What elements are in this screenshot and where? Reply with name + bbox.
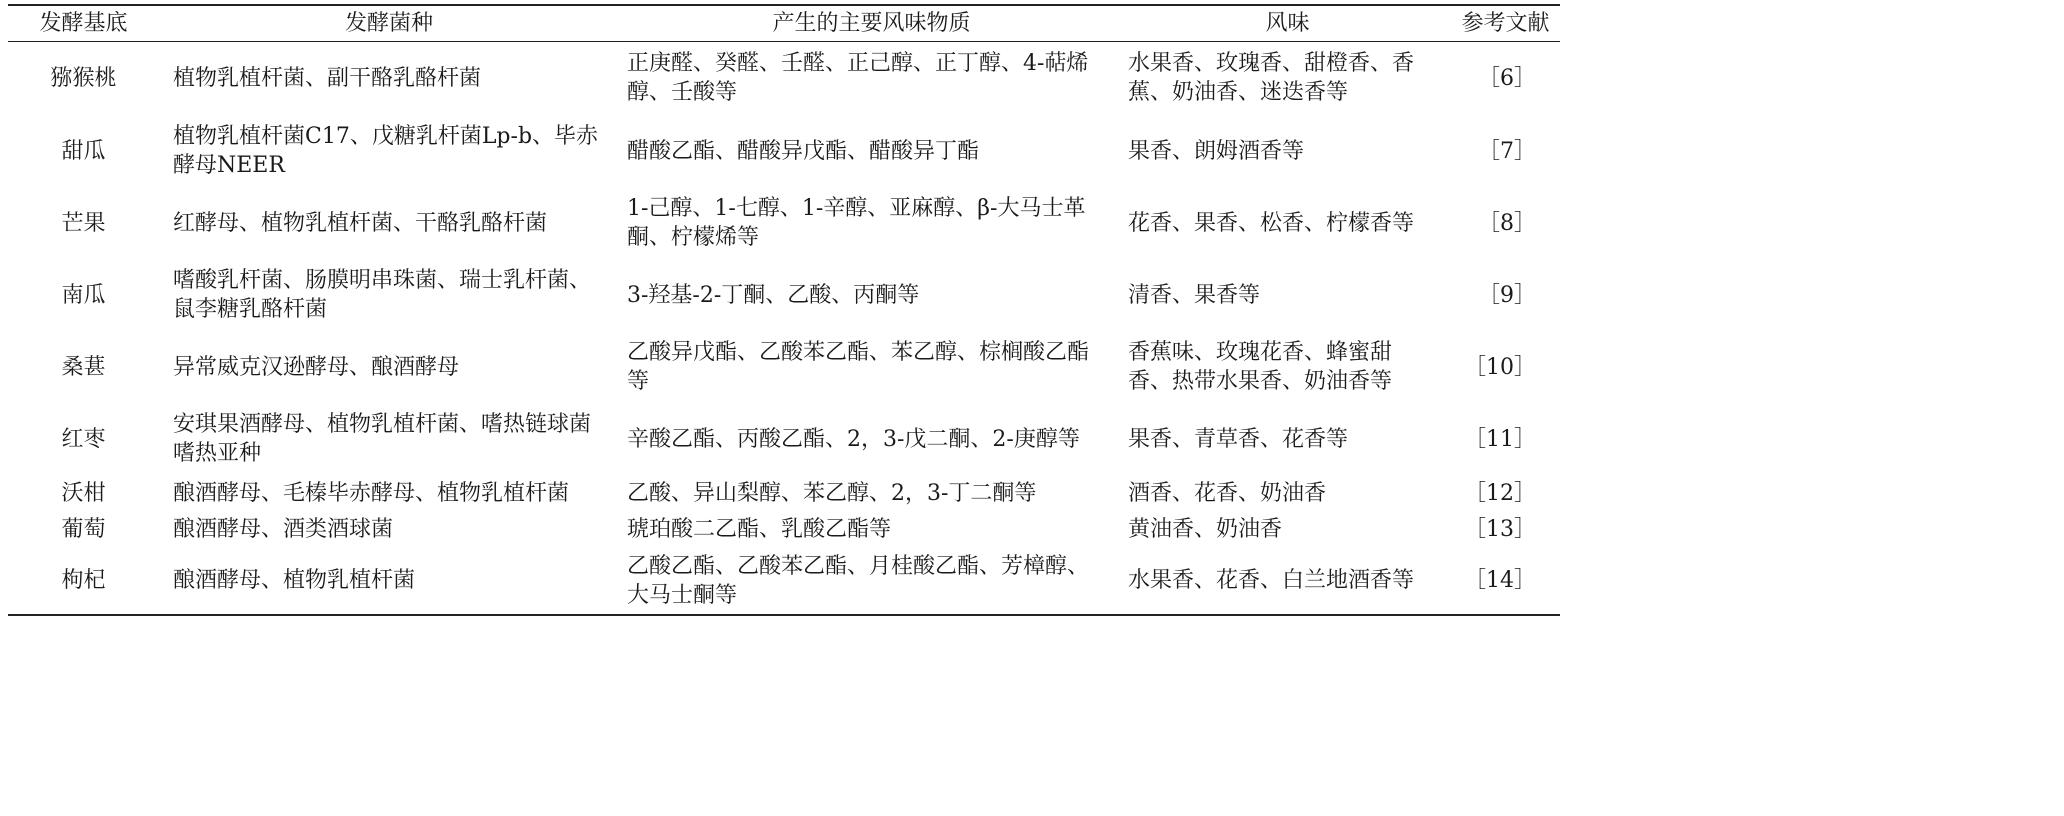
cell-flavor: 果香、青草香、花香等: [1128, 426, 1349, 452]
cell-strain: 酿酒酵母、植物乳植杆菌: [159, 547, 619, 615]
table-header: [8, 5, 1560, 41]
table-row: [8, 475, 1560, 511]
cell-reference: ［11］: [1464, 426, 1536, 452]
cell-strain: 酿酒酵母、酒类酒球菌: [173, 516, 394, 542]
cell-strain: 嗜酸乳杆菌、肠膜明串珠菌、瑞士乳杆菌、鼠李糖乳酪杆菌: [173, 268, 592, 322]
cell-compounds: 琥珀酸二乙酯、乳酸乙酯等: [627, 516, 892, 542]
table-row: [8, 115, 1560, 187]
cell-reference: ［13］: [1464, 516, 1536, 542]
table-row: [8, 331, 1560, 403]
cell-strain: 红酵母、植物乳植杆菌、干酪乳酪杆菌: [173, 210, 548, 236]
cell-flavor: 黄油香、奶油香: [1128, 516, 1283, 542]
cell-compounds: 3-羟基-2-丁酮、乙酸、丙酮等: [627, 282, 920, 308]
cell-reference: ［14］: [1451, 547, 1560, 615]
cell-compounds: 辛酸乙酯、丙酸乙酯、2，3-戊二酮、2-庚醇等: [627, 426, 1080, 452]
cell-flavor: 酒香、花香、奶油香: [1128, 480, 1327, 506]
cell-base: 枸杞: [8, 547, 159, 615]
header-reference: 参考文献: [1451, 5, 1560, 41]
header-flavor: 风味: [1124, 5, 1451, 41]
cell-reference: ［10］: [1464, 354, 1536, 380]
cell-base: 红枣: [61, 426, 106, 452]
cell-strain: 安琪果酒酵母、植物乳植杆菌、嗜热链球菌嗜热亚种: [173, 412, 592, 466]
cell-base: 葡萄: [61, 516, 106, 542]
cell-compounds: 正庚醛、癸醛、壬醛、正己醇、正丁醇、4-萜烯醇、壬酸等: [627, 51, 1089, 106]
cell-compounds: 醋酸乙酯、醋酸异戊酯、醋酸异丁酯: [627, 138, 980, 164]
cell-reference: ［8］: [1478, 210, 1536, 236]
cell-flavor: 香蕉味、玫瑰花香、蜂蜜甜香、热带水果香、奶油香等: [1128, 340, 1393, 394]
cell-flavor: 果香、朗姆酒香等: [1128, 138, 1305, 164]
header-flavor-compounds: 产生的主要风味物质: [619, 5, 1124, 41]
table-row: [8, 187, 1560, 259]
table-row: [8, 403, 1560, 475]
cell-compounds: 乙酸乙酯、乙酸苯乙酯、月桂酸乙酯、芳樟醇、大马士酮等: [619, 547, 1124, 615]
cell-flavor: 水果香、花香、白兰地酒香等: [1124, 547, 1451, 615]
table-row: [8, 511, 1560, 547]
cell-flavor: 清香、果香等: [1128, 282, 1261, 308]
table-row: [8, 41, 1560, 115]
header-fermentation-base: 发酵基底: [8, 5, 159, 41]
table-body: [8, 41, 1560, 615]
cell-compounds: 1-己醇、1-七醇、1-辛醇、亚麻醇、β-大马士革酮、柠檬烯等: [627, 196, 1086, 250]
table-row: [8, 259, 1560, 331]
cell-base: 芒果: [61, 210, 106, 236]
cell-base: 南瓜: [61, 282, 106, 308]
cell-strain: 酿酒酵母、毛榛毕赤酵母、植物乳植杆菌: [173, 480, 570, 506]
cell-strain: 异常威克汉逊酵母、酿酒酵母: [173, 354, 460, 380]
cell-reference: ［7］: [1478, 138, 1536, 164]
header-fermentation-strain: 发酵菌种: [159, 5, 619, 41]
cell-reference: ［6］: [1478, 65, 1536, 91]
cell-reference: ［12］: [1464, 480, 1536, 506]
cell-strain: 植物乳植杆菌C17、戊糖乳杆菌Lp-b、毕赤酵母NEER: [173, 124, 599, 178]
cell-base: 甜瓜: [61, 138, 106, 164]
cell-base: 桑葚: [61, 354, 106, 380]
cell-compounds: 乙酸异戊酯、乙酸苯乙酯、苯乙醇、棕榈酸乙酯等: [627, 340, 1090, 394]
cell-flavor: 水果香、玫瑰香、甜橙香、香蕉、奶油香、迷迭香等: [1128, 51, 1415, 106]
cell-compounds: 乙酸、异山梨醇、苯乙醇、2，3-丁二酮等: [627, 480, 1037, 506]
cell-strain: 植物乳植杆菌、副干酪乳酪杆菌: [173, 65, 482, 91]
table-row: [8, 547, 1560, 615]
cell-base: 沃柑: [61, 480, 106, 506]
fermentation-flavor-table: [8, 4, 1560, 616]
cell-base: 猕猴桃: [50, 65, 117, 91]
cell-flavor: 花香、果香、松香、柠檬香等: [1128, 210, 1415, 236]
cell-reference: ［9］: [1478, 282, 1536, 308]
